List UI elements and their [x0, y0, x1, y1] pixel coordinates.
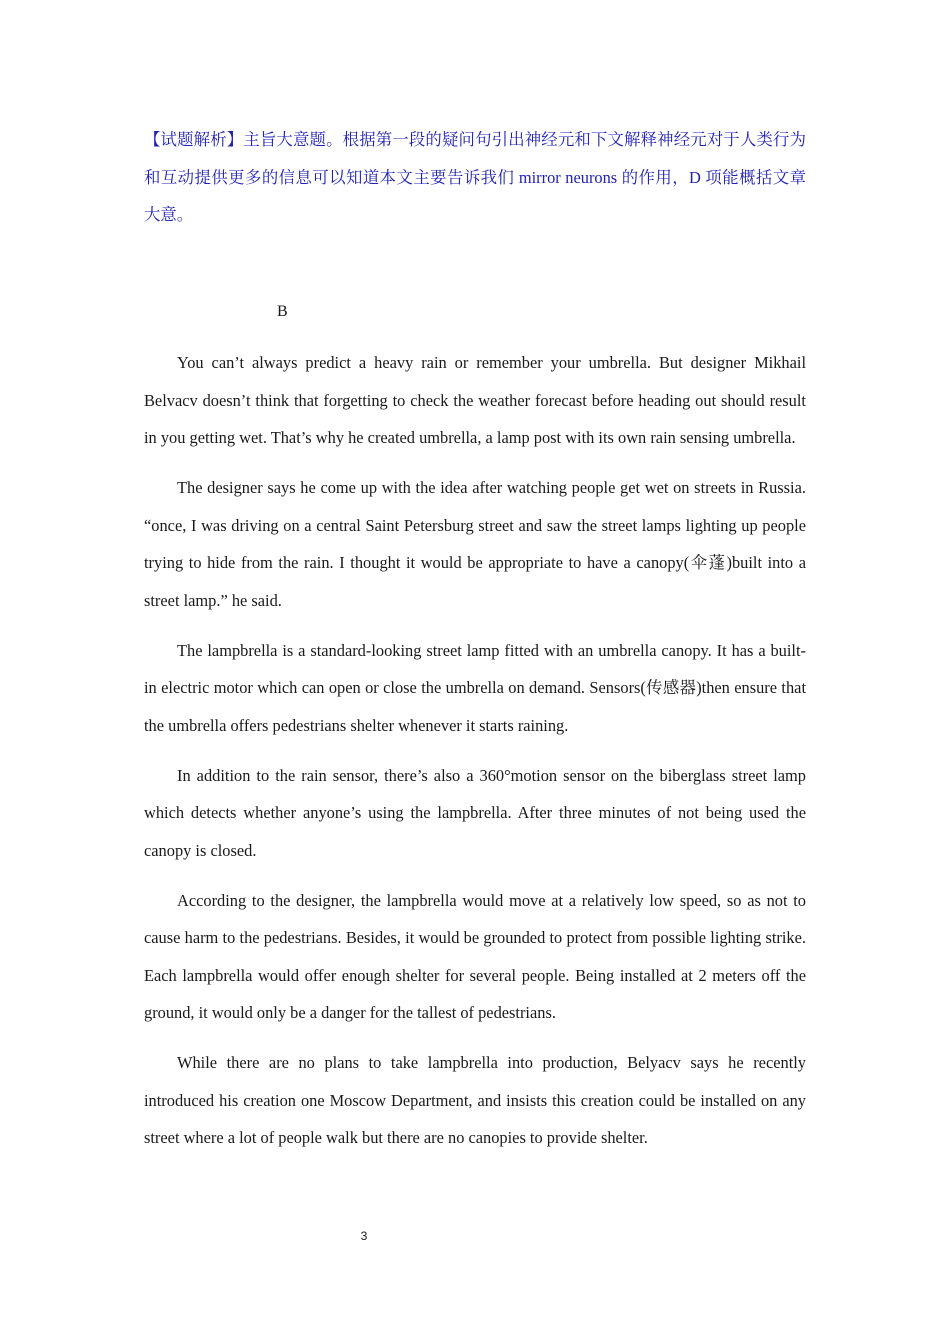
article-paragraph: While there are no plans to take lampbrella into production, Belyacv says he recently introduced his creation one Moscow Department, and insists this creation could be installed on any street where a lot of people walk but there are no canopies to provide shelter.: [144, 1053, 806, 1147]
page-number: 3: [360, 1229, 368, 1243]
article-paragraph: The designer says he come up with the idea after watching people get wet on streets in Russia. “once, I was driving on a central Saint Petersburg street and saw the street lamps lighting up people trying to hide from the rain. I thought it would be appropriate to have a canopy(伞蓬)built into a street lamp.” he said.: [144, 478, 806, 610]
article-body: [144, 344, 806, 1169]
article-paragraph: In addition to the rain sensor, there’s also a 360°motion sensor on the biberglass street lamp which detects whether anyone’s using the lampbrella. After three minutes of not being used the canopy is closed.: [144, 765, 806, 860]
question-analysis: 【试题解析】主旨大意题。根据第一段的疑问句引出神经元和下文解释神经元对于人类行为和互动提供更多的信息可以知道本文主要告诉我们 mirror neurons 的作用，D 项能概括文章大意。: [144, 130, 806, 224]
article-paragraph: According to the designer, the lampbrella would move at a relatively low speed, so as not to cause harm to the pedestrians. Besides, it would be grounded to protect from possible lighting strike. Each lampbrella would offer enough shelter for several people. Being installed at 2 meters off the ground, it would only be a danger for the tallest of pedestrians.: [144, 890, 806, 1022]
section-letter: B: [277, 303, 288, 320]
article-paragraph: The lampbrella is a standard-looking street lamp fitted with an umbrella canopy. It has a built-in electric motor which can open or close the umbrella on demand. Sensors(传感器)then ensure that the umbrella offers pedestrians shelter whenever it starts raining.: [144, 640, 806, 735]
article-paragraph: You can’t always predict a heavy rain or remember your umbrella. But designer Mikhail Belvacv doesn’t think that forgetting to check the weather forecast before heading out should result in you getting wet. That’s why he created umbrella, a lamp post with its own rain sensing umbrella.: [144, 353, 806, 447]
